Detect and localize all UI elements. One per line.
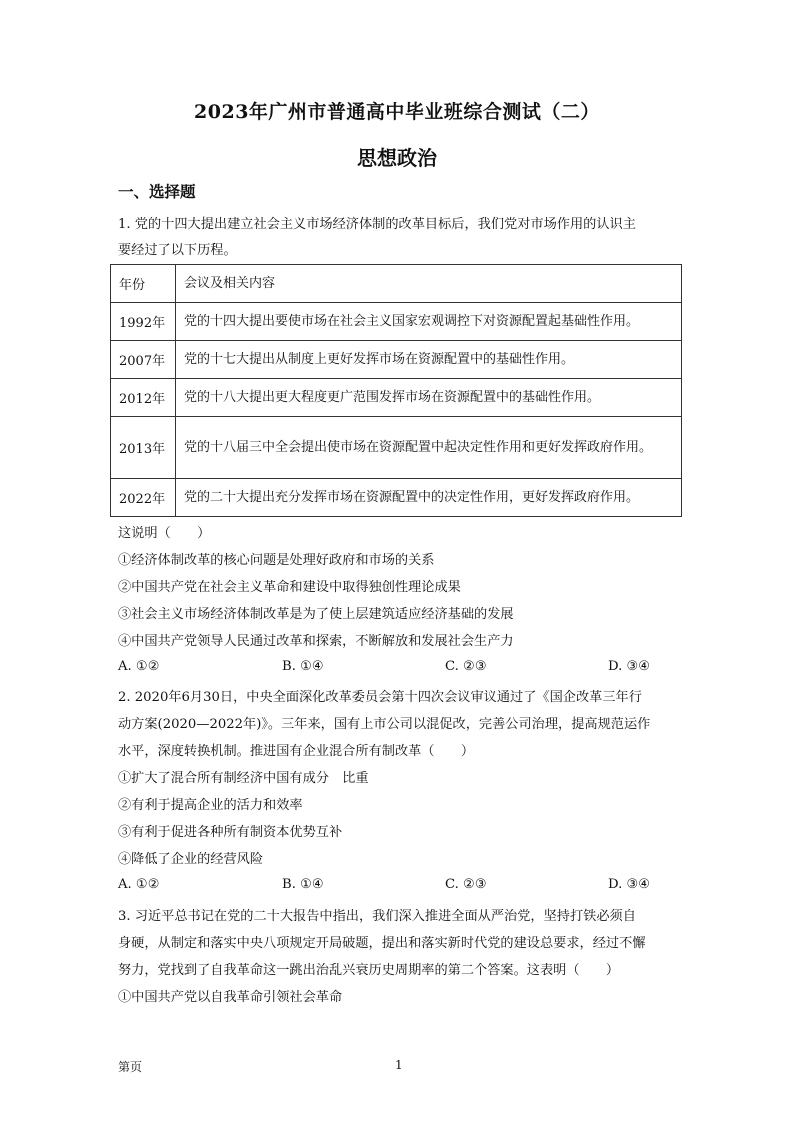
table-cell-year: 2007年	[111, 341, 176, 379]
q2-item: ④降低了企业的经营风险	[118, 852, 264, 867]
q3-stem-line-2: 身硬，从制定和落实中央八项规定开局破题，提出和落实新时代党的建设总要求，经过不懈	[118, 936, 646, 951]
q2-item: ③有利于促进各种所有制资本优势互补	[118, 825, 343, 840]
history-table	[110, 264, 682, 517]
q3-stem-line-3: 努力，党找到了自我革命这一跳出治乱兴衰历史周期率的第二个答案。这表明（ ）	[118, 963, 620, 978]
table-row	[111, 417, 682, 479]
table-cell-content: 党的十七大提出从制度上更好发挥市场在资源配置中的基础性作用。	[176, 341, 682, 379]
table-cell-year: 2022年	[111, 479, 176, 517]
q2-stem-line-2: 动方案(2020—2022年)》。三年来，国有上市公司以混促改，完善公司治理，提高规范运作	[118, 717, 651, 732]
table-row	[111, 379, 682, 417]
q1-stem-line-1: 1. 党的十四大提出建立社会主义市场经济体制的改革目标后，我们党对市场作用的认识主	[118, 217, 636, 232]
option-a[interactable]: A. ①②	[118, 659, 160, 674]
table-row	[111, 303, 682, 341]
q1-item: ②中国共产党在社会主义革命和建设中取得独创性理论成果	[118, 580, 461, 595]
page-title: 2023年广州市普通高中毕业班综合测试（二）	[194, 101, 600, 123]
q2-stem-line-1: 2. 2020年6月30日，中央全面深化改革委员会第十四次会议审议通过了《国企改革三年行	[118, 690, 642, 705]
table-cell-content: 党的二十大提出充分发挥市场在资源配置中的决定性作用，更好发挥政府作用。	[176, 479, 682, 517]
q1-item: ④中国共产党领导人民通过改革和探索，不断解放和发展社会生产力	[118, 634, 514, 649]
q2-item: ①扩大了混合所有制经济中国有成分 比重	[118, 771, 369, 786]
q3-stem-line-1: 3. 习近平总书记在党的二十大报告中指出，我们深入推进全面从严治党，坚持打铁必须自	[118, 909, 636, 924]
footer-page-number: 1	[395, 1058, 403, 1072]
footer-page-label: 第页	[118, 1060, 143, 1074]
table-cell-year: 2013年	[111, 417, 176, 479]
option-c[interactable]: C. ②③	[445, 659, 487, 674]
subject-title: 思想政治	[357, 146, 437, 170]
table-header-cell: 年份	[111, 265, 176, 303]
option-b[interactable]: B. ①④	[282, 877, 324, 892]
q1-item: ③社会主义市场经济体制改革是为了使上层建筑适应经济基础的发展	[118, 607, 514, 622]
q3-item: ①中国共产党以自我革命引领社会革命	[118, 990, 343, 1005]
table-cell-year: 1992年	[111, 303, 176, 341]
q1-item: ①经济体制改革的核心问题是处理好政府和市场的关系	[118, 553, 435, 568]
table-cell-content: 党的十四大提出要使市场在社会主义国家宏观调控下对资源配置起基础性作用。	[176, 303, 682, 341]
option-b[interactable]: B. ①④	[282, 659, 324, 674]
table-cell-year: 2012年	[111, 379, 176, 417]
table-row	[111, 479, 682, 517]
option-c[interactable]: C. ②③	[445, 877, 487, 892]
option-d[interactable]: D. ③④	[608, 877, 651, 892]
section-heading: 一、选择题	[118, 182, 196, 201]
q1-prompt: 这说明（ ）	[118, 526, 211, 541]
q1-stem-line-2: 要经过了以下历程。	[118, 243, 237, 258]
table-header-row	[111, 265, 682, 303]
table-cell-content: 党的十八届三中全会提出使市场在资源配置中起决定性作用和更好发挥政府作用。	[176, 417, 682, 479]
option-d[interactable]: D. ③④	[608, 659, 651, 674]
q2-stem-line-3: 水平，深度转换机制。推进国有企业混合所有制改革（ ）	[118, 744, 475, 759]
table-header-cell: 会议及相关内容	[176, 265, 682, 303]
table-row	[111, 341, 682, 379]
q2-item: ②有利于提高企业的活力和效率	[118, 798, 303, 813]
table-cell-content: 党的十八大提出更大程度更广范围发挥市场在资源配置中的基础性作用。	[176, 379, 682, 417]
option-a[interactable]: A. ①②	[118, 877, 160, 892]
